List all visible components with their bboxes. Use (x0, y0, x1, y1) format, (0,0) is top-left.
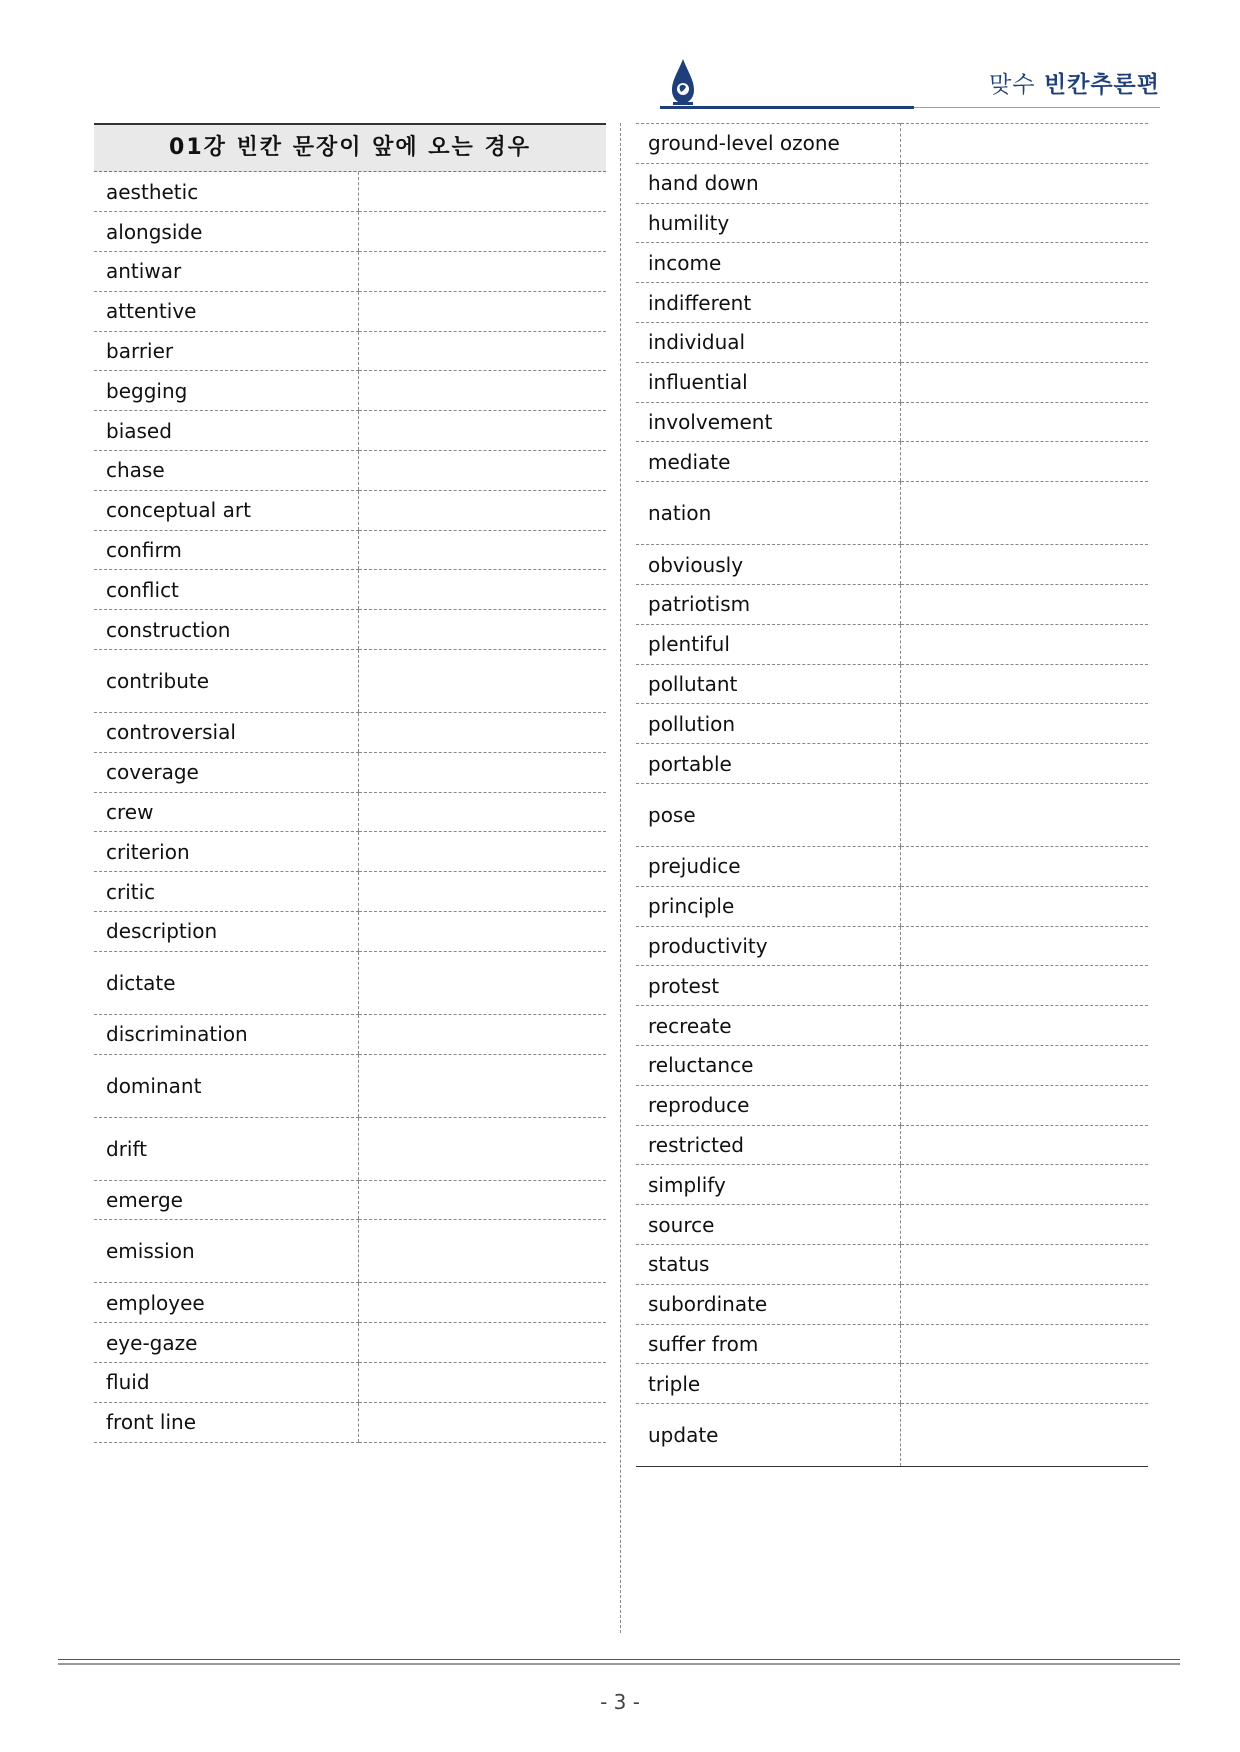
vocab-word: influential (636, 362, 901, 402)
vocab-row (636, 1125, 1148, 1165)
meaning-blank-cell[interactable] (359, 752, 607, 792)
meaning-blank-cell[interactable] (901, 624, 1149, 664)
vocab-row (94, 1402, 606, 1442)
vocab-word: confirm (94, 530, 359, 570)
vocab-row (636, 926, 1148, 966)
right-column (636, 123, 1148, 1467)
vocab-word: humility (636, 203, 901, 243)
vocab-row (636, 744, 1148, 784)
vocab-word: conflict (94, 570, 359, 610)
meaning-blank-cell[interactable] (359, 371, 607, 411)
column-divider (620, 123, 621, 1633)
vocab-word: fluid (94, 1363, 359, 1403)
vocab-word: pose (636, 783, 901, 846)
footer-rule (58, 1659, 1180, 1660)
meaning-blank-cell[interactable] (901, 926, 1149, 966)
vocab-table-right (636, 123, 1148, 1467)
meaning-blank-cell[interactable] (359, 1014, 607, 1054)
meaning-blank-cell[interactable] (901, 203, 1149, 243)
vocab-word: status (636, 1244, 901, 1284)
vocab-row (636, 846, 1148, 886)
vocab-word: principle (636, 886, 901, 926)
vocab-row (636, 1364, 1148, 1404)
page-number: - 3 - (600, 1690, 640, 1714)
vocab-row (94, 872, 606, 912)
vocab-word: ground-level ozone (636, 124, 901, 164)
meaning-blank-cell[interactable] (901, 1324, 1149, 1364)
vocab-word: emission (94, 1220, 359, 1283)
vocab-word: update (636, 1404, 901, 1467)
vocab-word: restricted (636, 1125, 901, 1165)
meaning-blank-cell[interactable] (901, 442, 1149, 482)
vocab-word: subordinate (636, 1284, 901, 1324)
vocab-row (94, 1220, 606, 1283)
lesson-title: 01강 빈칸 문장이 앞에 오는 경우 (94, 123, 606, 172)
meaning-blank-cell[interactable] (901, 1244, 1149, 1284)
meaning-blank-cell[interactable] (359, 832, 607, 872)
meaning-blank-cell[interactable] (901, 402, 1149, 442)
meaning-blank-cell[interactable] (901, 1165, 1149, 1205)
vocab-word: criterion (94, 832, 359, 872)
meaning-blank-cell[interactable] (359, 951, 607, 1014)
meaning-blank-cell[interactable] (901, 1284, 1149, 1324)
meaning-blank-cell[interactable] (359, 451, 607, 491)
header-rule-accent (660, 106, 914, 109)
vocab-row (636, 1205, 1148, 1245)
vocab-row (636, 1085, 1148, 1125)
meaning-blank-cell[interactable] (359, 713, 607, 753)
meaning-blank-cell[interactable] (901, 846, 1149, 886)
meaning-blank-cell[interactable] (901, 584, 1149, 624)
vocab-word: crew (94, 792, 359, 832)
vocab-row (636, 482, 1148, 545)
vocab-row (636, 1006, 1148, 1046)
meaning-blank-cell[interactable] (359, 650, 607, 713)
meaning-blank-cell[interactable] (359, 212, 607, 252)
meaning-blank-cell[interactable] (359, 291, 607, 331)
vocab-word: critic (94, 872, 359, 912)
vocab-row (94, 530, 606, 570)
vocab-word: aesthetic (94, 172, 359, 212)
vocab-word: indifferent (636, 283, 901, 323)
vocab-word: reproduce (636, 1085, 901, 1125)
vocab-row (94, 252, 606, 292)
meaning-blank-cell[interactable] (901, 886, 1149, 926)
vocab-row (636, 1324, 1148, 1364)
vocab-row (636, 203, 1148, 243)
meaning-blank-cell[interactable] (901, 362, 1149, 402)
meaning-blank-cell[interactable] (359, 1283, 607, 1323)
meaning-blank-cell[interactable] (359, 490, 607, 530)
vocab-row (94, 1117, 606, 1180)
vocab-row (94, 792, 606, 832)
vocab-word: triple (636, 1364, 901, 1404)
meaning-blank-cell[interactable] (359, 1323, 607, 1363)
vocab-row (94, 291, 606, 331)
vocab-word: income (636, 243, 901, 283)
vocab-row (94, 172, 606, 212)
vocab-word: hand down (636, 163, 901, 203)
meaning-blank-cell[interactable] (901, 1006, 1149, 1046)
vocab-row (94, 752, 606, 792)
vocab-row (94, 912, 606, 952)
vocab-word: productivity (636, 926, 901, 966)
meaning-blank-cell[interactable] (901, 664, 1149, 704)
vocab-row (636, 704, 1148, 744)
vocab-table-left (94, 172, 606, 1443)
vocab-word: antiwar (94, 252, 359, 292)
vocab-row (636, 966, 1148, 1006)
vocab-word: front line (94, 1402, 359, 1442)
vocab-row (636, 243, 1148, 283)
vocab-row (94, 713, 606, 753)
meaning-blank-cell[interactable] (901, 243, 1149, 283)
meaning-blank-cell[interactable] (901, 1364, 1149, 1404)
vocab-word: obviously (636, 545, 901, 585)
vocab-word: plentiful (636, 624, 901, 664)
meaning-blank-cell[interactable] (901, 124, 1149, 164)
vocab-word: barrier (94, 331, 359, 371)
vocab-row (636, 1165, 1148, 1205)
vocab-word: pollutant (636, 664, 901, 704)
vocab-row (636, 163, 1148, 203)
vocab-word: contribute (94, 650, 359, 713)
fountain-pen-nib-icon (668, 58, 698, 106)
meaning-blank-cell[interactable] (901, 1045, 1149, 1085)
vocab-row (94, 212, 606, 252)
meaning-blank-cell[interactable] (901, 783, 1149, 846)
vocab-row (636, 545, 1148, 585)
vocab-word: suffer from (636, 1324, 901, 1364)
meaning-blank-cell[interactable] (359, 570, 607, 610)
meaning-blank-cell[interactable] (359, 912, 607, 952)
vocab-row (94, 1014, 606, 1054)
footer-rule-thick (58, 1663, 1180, 1665)
vocab-word: protest (636, 966, 901, 1006)
vocab-row (636, 1404, 1148, 1467)
vocab-row (636, 362, 1148, 402)
vocab-row (636, 1045, 1148, 1085)
vocab-word: individual (636, 322, 901, 362)
meaning-blank-cell[interactable] (901, 1125, 1149, 1165)
vocab-word: prejudice (636, 846, 901, 886)
meaning-blank-cell[interactable] (901, 482, 1149, 545)
vocab-word: attentive (94, 291, 359, 331)
vocab-word: pollution (636, 704, 901, 744)
meaning-blank-cell[interactable] (359, 1402, 607, 1442)
vocab-word: chase (94, 451, 359, 491)
meaning-blank-cell[interactable] (901, 1404, 1149, 1467)
meaning-blank-cell[interactable] (901, 744, 1149, 784)
vocab-word: begging (94, 371, 359, 411)
vocab-word: biased (94, 411, 359, 451)
vocab-row (94, 1323, 606, 1363)
meaning-blank-cell[interactable] (359, 610, 607, 650)
vocab-row (94, 570, 606, 610)
vocab-row (94, 1283, 606, 1323)
vocab-row (636, 322, 1148, 362)
header-rule (914, 107, 1160, 108)
vocab-word: reluctance (636, 1045, 901, 1085)
vocab-row (94, 610, 606, 650)
meaning-blank-cell[interactable] (901, 1205, 1149, 1245)
vocab-row (94, 411, 606, 451)
vocab-word: conceptual art (94, 490, 359, 530)
vocab-word: source (636, 1205, 901, 1245)
vocab-word: nation (636, 482, 901, 545)
vocab-word: dictate (94, 951, 359, 1014)
vocab-row (94, 331, 606, 371)
vocab-word: portable (636, 744, 901, 784)
meaning-blank-cell[interactable] (359, 252, 607, 292)
vocab-row (636, 1244, 1148, 1284)
vocab-row (636, 886, 1148, 926)
meaning-blank-cell[interactable] (359, 1117, 607, 1180)
meaning-blank-cell[interactable] (901, 966, 1149, 1006)
vocab-word: mediate (636, 442, 901, 482)
vocab-word: simplify (636, 1165, 901, 1205)
meaning-blank-cell[interactable] (359, 1363, 607, 1403)
meaning-blank-cell[interactable] (359, 1054, 607, 1117)
book-title: 맞수 빈칸추론편 (989, 72, 1160, 98)
vocab-word: recreate (636, 1006, 901, 1046)
vocab-row (94, 371, 606, 411)
meaning-blank-cell[interactable] (901, 163, 1149, 203)
vocab-row (94, 951, 606, 1014)
page-header (660, 52, 1160, 112)
meaning-blank-cell[interactable] (359, 872, 607, 912)
vocab-row (636, 402, 1148, 442)
vocab-row (94, 451, 606, 491)
vocab-row (94, 832, 606, 872)
vocab-word: emerge (94, 1180, 359, 1220)
vocab-row (636, 442, 1148, 482)
meaning-blank-cell[interactable] (901, 283, 1149, 323)
meaning-blank-cell[interactable] (359, 1220, 607, 1283)
vocab-row (636, 1284, 1148, 1324)
vocab-row (636, 283, 1148, 323)
vocab-row (636, 624, 1148, 664)
left-column (94, 123, 606, 1443)
book-title-bold: 빈칸추론편 (1043, 72, 1160, 98)
vocab-word: employee (94, 1283, 359, 1323)
vocab-word: coverage (94, 752, 359, 792)
meaning-blank-cell[interactable] (901, 704, 1149, 744)
meaning-blank-cell[interactable] (359, 530, 607, 570)
meaning-blank-cell[interactable] (359, 792, 607, 832)
vocab-row (94, 1180, 606, 1220)
vocab-row (94, 1054, 606, 1117)
meaning-blank-cell[interactable] (901, 545, 1149, 585)
meaning-blank-cell[interactable] (359, 1180, 607, 1220)
meaning-blank-cell[interactable] (359, 331, 607, 371)
meaning-blank-cell[interactable] (359, 172, 607, 212)
vocab-row (636, 124, 1148, 164)
vocab-row (94, 650, 606, 713)
vocab-word: involvement (636, 402, 901, 442)
vocab-row (94, 1363, 606, 1403)
vocab-row (636, 783, 1148, 846)
vocab-word: patriotism (636, 584, 901, 624)
meaning-blank-cell[interactable] (901, 1085, 1149, 1125)
meaning-blank-cell[interactable] (359, 411, 607, 451)
vocab-word: alongside (94, 212, 359, 252)
vocab-word: controversial (94, 713, 359, 753)
vocab-word: description (94, 912, 359, 952)
vocab-word: eye-gaze (94, 1323, 359, 1363)
vocab-row (636, 664, 1148, 704)
vocab-row (636, 584, 1148, 624)
vocab-word: dominant (94, 1054, 359, 1117)
vocab-word: drift (94, 1117, 359, 1180)
meaning-blank-cell[interactable] (901, 322, 1149, 362)
vocab-word: discrimination (94, 1014, 359, 1054)
vocab-row (94, 490, 606, 530)
vocab-word: construction (94, 610, 359, 650)
